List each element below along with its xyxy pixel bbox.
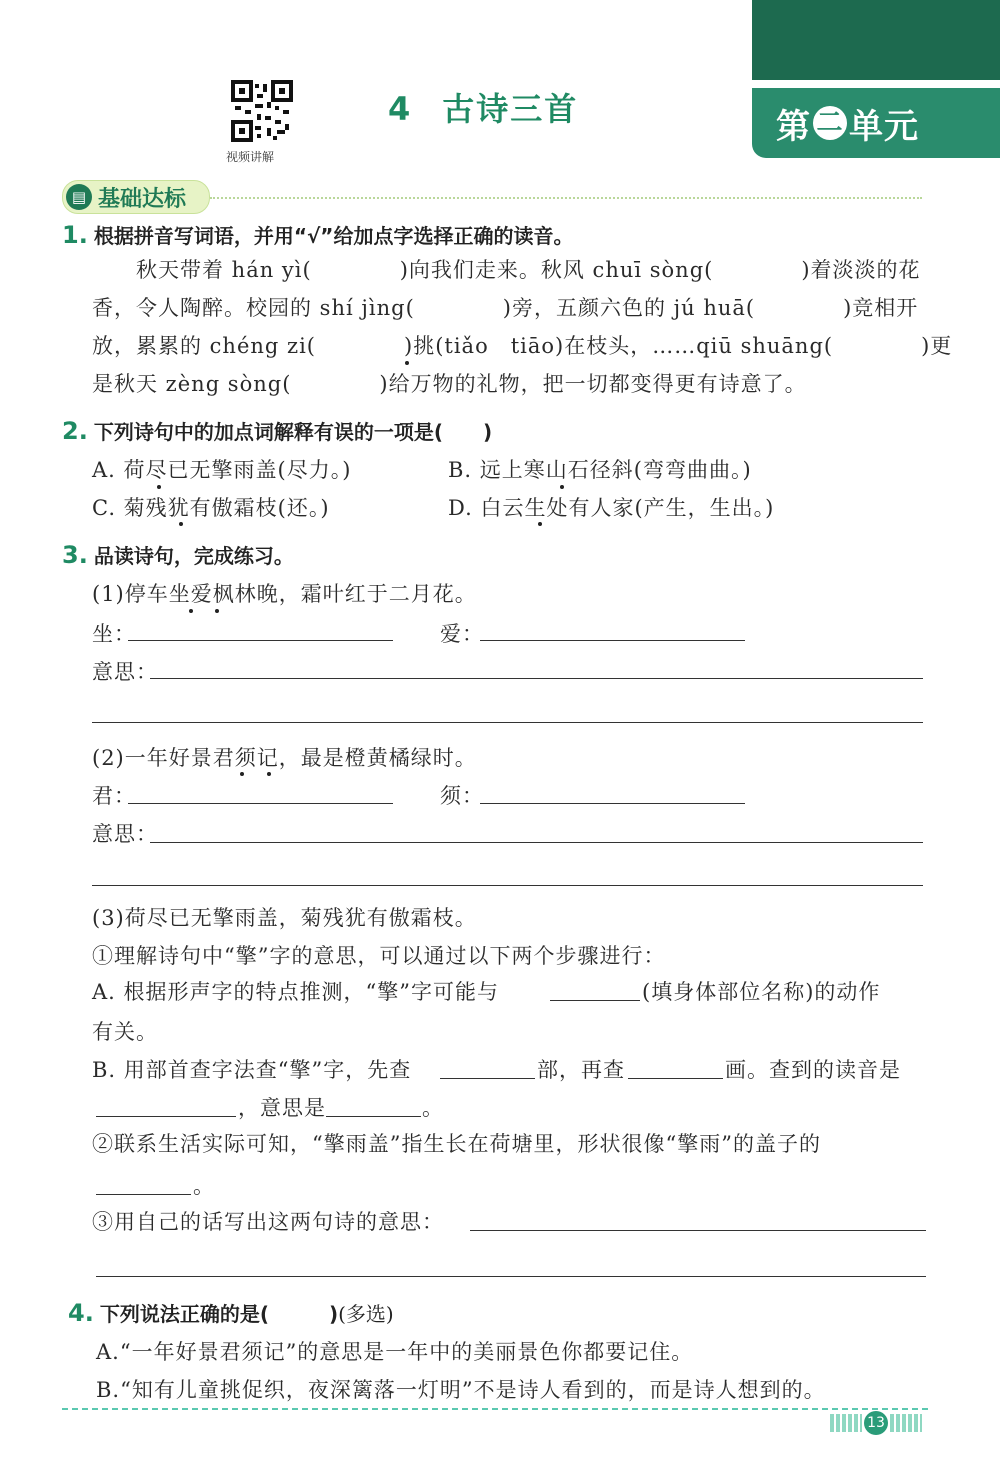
q3-step-2: ②联系生活实际可知，“擎雨盖”指生长在荷塘里，形状很像“擎雨”的盖子的 (92, 1132, 821, 1156)
q3-p1-label-b: 爱： (440, 622, 484, 646)
q3-p1-answer-b[interactable] (480, 640, 745, 641)
q2-option-b[interactable]: B. 远上寒山石径斜(弯弯曲曲。) (448, 458, 752, 482)
q3-step-b-strokes-answer[interactable] (628, 1078, 723, 1079)
q3-step-b-2a: ，意思是 (238, 1096, 326, 1120)
q3-step-1: ①理解诗句中“擎”字的意思，可以通过以下两个步骤进行： (92, 944, 666, 968)
q3-number: 3. (62, 541, 88, 569)
page-number-badge (828, 1410, 924, 1436)
q2-option-c[interactable]: C. 菊残犹有傲霜枝(还。) (92, 496, 330, 520)
q4-number: 4. (68, 1299, 94, 1327)
q2-header (62, 416, 492, 445)
q1-line-1: 秋天带着 hán yì( )向我们走来。秋风 chuī sòng( )着淡淡的花 (136, 258, 921, 282)
emphasis-dot (179, 522, 183, 526)
q3-step-a-2: 有关。 (92, 1020, 158, 1044)
q2-title: 下列诗句中的加点词解释有误的一项是( ) (93, 420, 493, 444)
q3-step-b-meaning-answer[interactable] (326, 1116, 421, 1117)
q3-step-b-radical-answer[interactable] (440, 1078, 535, 1079)
page-title (388, 84, 578, 130)
q3-p2-label-b: 须： (440, 784, 484, 808)
emphasis-dot (560, 485, 564, 489)
q3-poem-2: (2)一年好景君须记，最是橙黄橘绿时。 (92, 746, 477, 770)
q3-step-b-pinyin-answer[interactable] (96, 1116, 236, 1117)
q1-line-4: 是秋天 zèng sòng( )给万物的礼物，把一切都变得更有诗意了。 (92, 372, 807, 396)
q3-step-3-answer[interactable] (470, 1230, 926, 1231)
q3-step-3: ③用自己的话写出这两句诗的意思： (92, 1210, 444, 1234)
emphasis-dot (538, 522, 542, 526)
emphasis-dot (240, 772, 244, 776)
q3-header (62, 540, 294, 569)
q3-poem-1: (1)停车坐爱枫林晚，霜叶红于二月花。 (92, 582, 477, 606)
q4-title: 下列说法正确的是( ) (99, 1302, 339, 1326)
emphasis-dot (267, 772, 271, 776)
q4-tag: (多选) (338, 1302, 394, 1326)
q3-step-a-1b: (填身体部位名称)的动作 (642, 980, 881, 1004)
lesson-title: 古诗三首 (442, 90, 579, 128)
q3-title: 品读诗句，完成练习。 (93, 544, 294, 568)
q3-step-b-2b: 。 (422, 1096, 444, 1120)
q3-step-2b: 。 (193, 1174, 215, 1198)
unit-banner-top (752, 0, 1000, 80)
q3-p2-meaning-label: 意思： (92, 822, 158, 846)
emphasis-dot (405, 361, 409, 365)
q1-title: 根据拼音写词语，并用“√”给加点字选择正确的读音。 (93, 224, 574, 248)
q1-line-2: 香，令人陶醉。校园的 shí jìng( )旁，五颜六色的 jú huā( )竞相开 (92, 296, 919, 320)
qr-code-icon[interactable] (231, 80, 293, 142)
q3-p1-label-a: 坐： (92, 622, 136, 646)
unit-post: 单元 (849, 106, 919, 147)
q4-option-a[interactable]: A.“一年好景君须记”的意思是一年中的美丽景色你都要记住。 (96, 1340, 694, 1364)
q3-poem-3: (3)荷尽已无擎雨盖，菊残犹有傲霜枝。 (92, 906, 477, 930)
q3-step-a-1: A. 根据形声字的特点推测，“擎”字可能与 (92, 980, 499, 1004)
q3-step-b-1b: 部，再查 (537, 1058, 625, 1082)
q3-p1-meaning-label: 意思： (92, 660, 158, 684)
q3-p2-meaning-answer-2[interactable] (92, 885, 923, 886)
q3-step-3-answer-2[interactable] (96, 1276, 926, 1277)
q3-p1-meaning-answer[interactable] (150, 678, 923, 679)
emphasis-dot (215, 609, 219, 613)
emphasis-dot (189, 609, 193, 613)
q2-option-d[interactable]: D. 白云生处有人家(产生，生出。) (448, 496, 775, 520)
q3-step-2-answer[interactable] (96, 1194, 191, 1195)
lesson-number: 4 (388, 90, 413, 128)
q4-header (68, 1298, 394, 1327)
q3-p2-answer-a[interactable] (128, 803, 393, 804)
q2-option-a[interactable]: A. 荷尽已无擎雨盖(尽力。) (92, 458, 352, 482)
section-label: 基础达标 (98, 186, 187, 212)
page-decor-left (830, 1414, 862, 1432)
q3-step-a-answer[interactable] (550, 1000, 640, 1001)
q3-p1-meaning-answer-2[interactable] (92, 722, 923, 723)
q2-number: 2. (62, 417, 88, 445)
unit-pre: 第 (776, 106, 811, 147)
q4-option-b[interactable]: B.“知有儿童挑促织，夜深篱落一灯明”不是诗人看到的，而是诗人想到的。 (96, 1378, 826, 1402)
q3-p2-label-a: 君： (92, 784, 136, 808)
qr-label: 视频讲解 (226, 150, 275, 164)
q3-step-b-1: B. 用部首查字法查“擎”字，先查 (92, 1058, 412, 1082)
q1-number: 1. (62, 221, 88, 249)
page-decor-right (890, 1414, 922, 1432)
q3-p2-meaning-answer[interactable] (150, 842, 923, 843)
unit-tab (752, 88, 1000, 158)
section-badge (62, 180, 210, 214)
q1-header (62, 220, 573, 249)
unit-number: 二 (813, 106, 847, 140)
q1-line-3: 放，累累的 chéng zi( )挑(tiǎo tiāo)在枝头，……qiū shuāng( )更 (92, 334, 953, 358)
page-number: 13 (864, 1411, 888, 1435)
document-icon: ▤ (66, 184, 92, 210)
q3-step-b-1c: 画。查到的读音是 (725, 1058, 901, 1082)
section-divider (210, 197, 922, 199)
q3-p1-answer-a[interactable] (128, 640, 393, 641)
footer-divider (62, 1408, 928, 1410)
q3-p2-answer-b[interactable] (480, 803, 745, 804)
emphasis-dot (157, 485, 161, 489)
